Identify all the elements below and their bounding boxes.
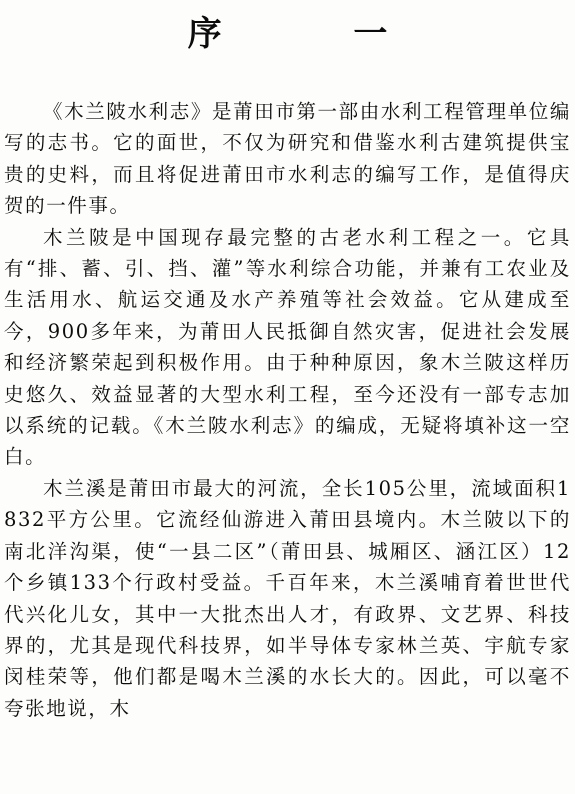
body-text [4,96,571,724]
paragraph-3: 木兰溪是莆田市最大的河流，全长105公里，流域面积1832平方公里。它流经仙游进入莆田县境内。木兰陂以下的南北洋沟渠，使“一县二区”（莆田县、城厢区、涵江区）12个乡镇133个行政村受益。千百年来，木兰溪哺育着世世代代兴化儿女，其中一大批杰出人才，有政界、文艺界、科技界的，尤其是现代科技界，如半导体专家林兰英、宇航专家闵桂荣等，他们都是喝木兰溪的水长大的。因此，可以毫不夸张地说，木 [4,476,571,720]
paragraph-2: 木兰陂是中国现存最完整的古老水利工程之一。它具有“排、蓄、引、挡、灌”等水利综合功能，并兼有工农业及生活用水、航运交通及水产养殖等社会效益。它从建成至今，900多年来，为莆田人民抵御自然灾害，促进社会发展和经济繁荣起到积极作用。由于种种原因，象木兰陂这样历史悠久、效益显著的大型水利工程，至今还没有一部专志加以系统的记载。《木兰陂水利志》的编成，无疑将填补这一空白。 [4,225,571,469]
paragraph-1: 《木兰陂水利志》是莆田市第一部由水利工程管理单位编写的志书。它的面世，不仅为研究和借鉴水利古建筑提供宝贵的史料，而且将促进莆田市水利志的编写工作，是值得庆贺的一件事。 [4,100,571,218]
page-title: 序 一 [187,14,448,54]
